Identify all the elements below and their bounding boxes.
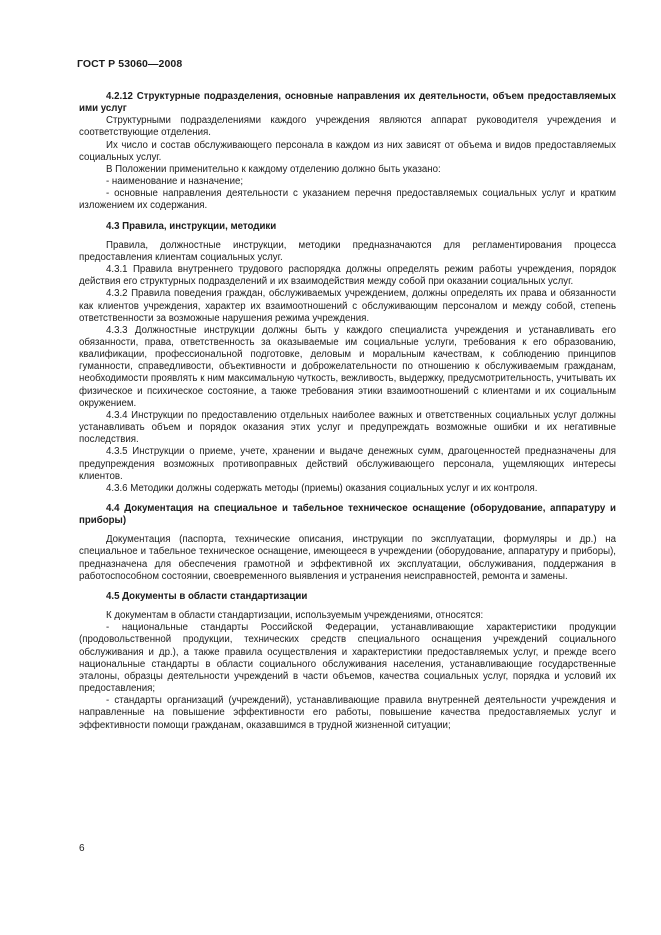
section-heading-4-2-12: 4.2.12 Структурные подразделения, основные направления их деятельности, объем предоставляемых ими услуг [79, 91, 616, 115]
paragraph: Правила, должностные инструкции, методики предназначаются для регламентирования процесса предоставления клиентам социальных услуг. [79, 239, 616, 263]
paragraph: Их число и состав обслуживающего персонала в каждом из них зависят от объема и видов предоставляемых социальных услуг. [79, 139, 616, 163]
standard-designation: ГОСТ Р 53060—2008 [77, 58, 183, 70]
paragraph: 4.3.6 Методики должны содержать методы (приемы) оказания социальных услуг и их контроля. [106, 482, 538, 494]
section-heading-4-3: 4.3 Правила, инструкции, методики [106, 220, 277, 232]
paragraph: 4.3.2 Правила поведения граждан, обслуживаемых учреждением, должны определять их права и обязанности как клиентов учреждения, характер их взаимоотношений с обслуживающим персоналом и между собой, степень ответственности за возможные нарушения режима учреждения. [79, 288, 616, 324]
paragraph: 4.3.4 Инструкции по предоставлению отдельных наиболее важных и ответственных социальных услуг должны устанавливать объем и порядок оказания этих услуг и предупреждать возможные ошибки и их негативные последствия. [79, 409, 616, 446]
paragraph: К документам в области стандартизации, используемым учреждениями, относятся: [106, 610, 484, 622]
list-item: - основные направления деятельности с указанием перечня предоставляемых социальных услуг и кратким изложением их содержания. [79, 188, 616, 212]
paragraph: В Положении применительно к каждому отделению должно быть указано: [106, 163, 441, 175]
section-heading-4-4: 4.4 Документация на специальное и табельное техническое оснащение (оборудование, аппаратуру и приборы) [79, 503, 616, 527]
list-item: - стандарты организаций (учреждений), устанавливающие правила внутренней деятельности учреждения и направленные на повышение эффективности его работы, повышение качества предоставляемых услуг и эффективности помощи гражданам, оказавшимся в трудной жизненной ситуации; [79, 695, 616, 731]
list-item: - национальные стандарты Российской Федерации, устанавливающие характеристики продукции (продовольственной продукции, технических средств специального оснащения учреждений социального обслуживания и др.), а также правила осуществления и характеристики предоставляемых услуг, и прежде всего национальные стандарты в области социального обслуживания населения, устанавливающие государственные эталоны, образцы деятельности учреждений в части объемов, качества социальных услуг, порядка и условий их предоставления; [79, 622, 616, 695]
list-item: - наименование и назначение; [106, 176, 244, 188]
section-heading-4-5: 4.5 Документы в области стандартизации [106, 590, 308, 602]
page-number: 6 [79, 843, 85, 854]
paragraph: Структурными подразделениями каждого учреждения являются аппарат руководителя учреждения и соответствующие отделения. [79, 115, 616, 139]
paragraph: Документация (паспорта, технические описания, инструкции по эксплуатации, формуляры и др.) на специальное и табельное техническое оснащение, имеющееся в учреждении (оборудование, аппаратуру и приборы), предназначена для обеспечения грамотной и эффективной их эксплуатации, обслуживания, поддержания в работоспособном состоянии, своевременного выявления и устранения неисправностей, ремонта и замены. [79, 534, 616, 582]
document-body [79, 91, 616, 732]
paragraph: 4.3.3 Должностные инструкции должны быть у каждого специалиста учреждения и устанавливать его обязанности, права, ответственность за оказываемые им социальные услуги, требования к его образованию, квалификации, профессиональной подготовке, деловым и моральным качествам, к соблюдению принципов гуманности, справедливости, объективности и доброжелательности по отношению к обслуживаемым гражданам, необходимости проявлять к ним максимальную чуткость, вежливость, выдержку, предусмотрительность, учитывать их физическое и психическое состояние, а также требования этики взаимоотношений с клиентами и их социальным окружением. [79, 324, 616, 409]
paragraph: 4.3.5 Инструкции о приеме, учете, хранении и выдаче денежных сумм, драгоценностей предназначены для предупреждения возможных противоправных действий обслуживающего персонала, ущемляющих интересы клиентов. [79, 446, 616, 482]
paragraph: 4.3.1 Правила внутреннего трудового распорядка должны определять режим работы учреждения, порядок действия его структурных подразделений и их взаимодействия между собой при оказании социальных услуг. [79, 264, 616, 288]
